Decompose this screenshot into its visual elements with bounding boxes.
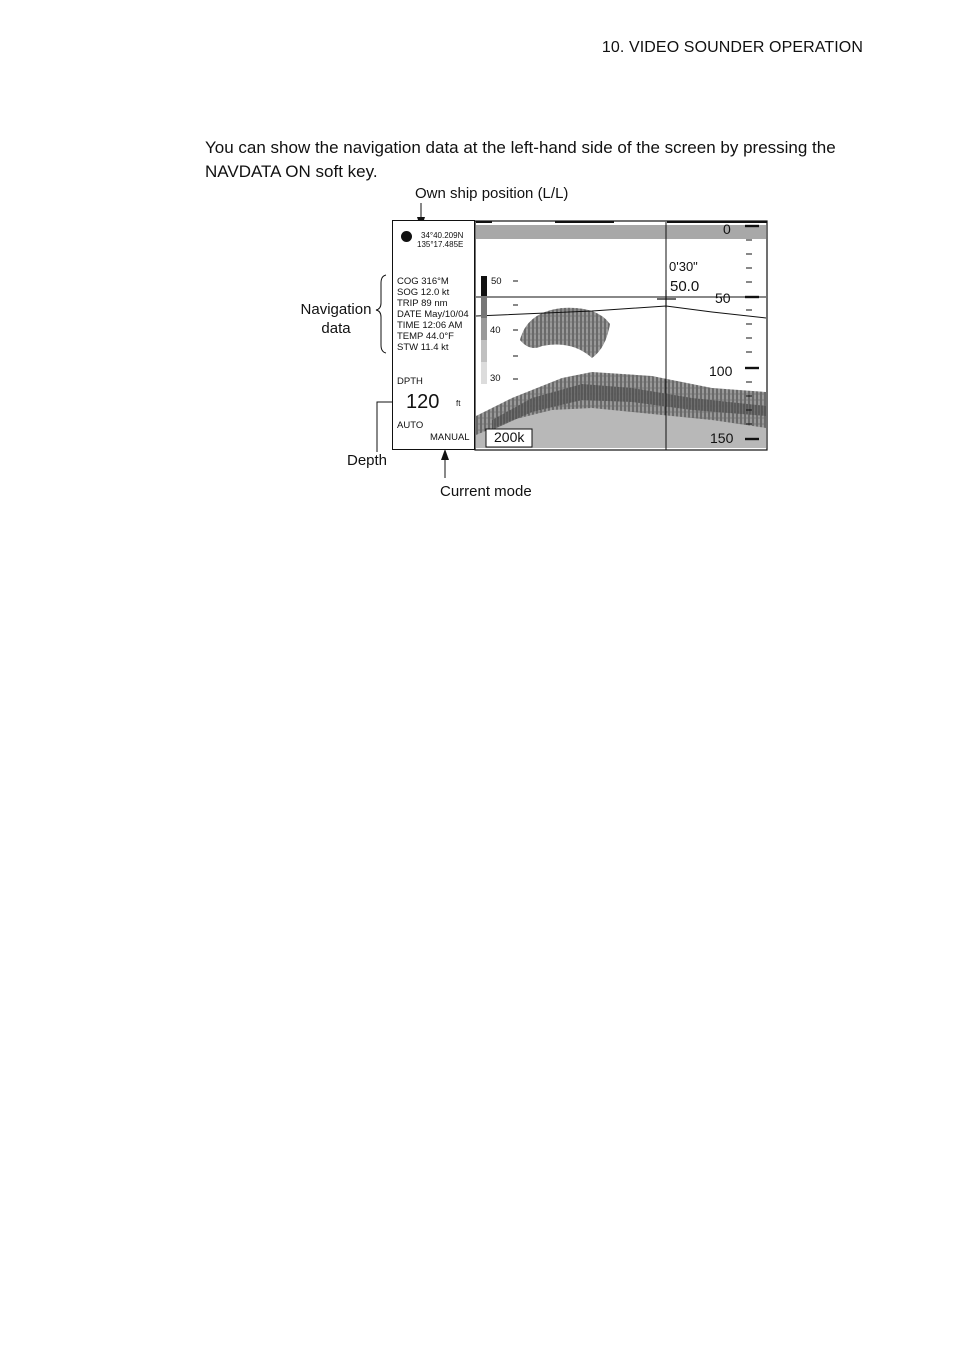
own-ship-icon <box>401 231 412 242</box>
nav-longitude: 135°17.485E <box>417 240 464 249</box>
callout-depth: Depth <box>347 452 388 469</box>
nav-row-stw: STW 11.4 kt <box>397 342 449 353</box>
callout-own-ship-position: Own ship position (L/L) <box>415 185 569 202</box>
callout-current-mode: Current mode <box>440 483 532 500</box>
nav-row-date: DATE May/10/04 <box>397 309 469 320</box>
depth-scale-100: 100 <box>709 363 733 379</box>
depth-unit: ft <box>456 399 461 408</box>
nav-row-temp: TEMP 44.0°F <box>397 331 454 342</box>
nav-data-list <box>397 276 469 353</box>
nav-row-trip: TRIP 89 nm <box>397 298 448 309</box>
nav-row-time: TIME 12:06 AM <box>397 320 463 331</box>
mode-manual: MANUAL <box>430 432 470 443</box>
marker-depth: 50.0 <box>670 278 700 295</box>
intro-paragraph: You can show the navigation data at the left-hand side of the screen by pressing the NAVDATA ON soft key. <box>205 138 836 181</box>
depth-value: 120 <box>406 391 440 413</box>
marker-time: 0'30" <box>669 259 698 274</box>
nav-row-sog: SOG 12.0 kt <box>397 287 450 298</box>
nav-row-cog: COG 316°M <box>397 276 449 287</box>
callout-navigation-line1: Navigation <box>300 301 372 318</box>
temp-scale-40: 40 <box>490 325 501 336</box>
depth-scale-150: 150 <box>710 430 734 446</box>
sounder-screen <box>392 220 768 452</box>
mode-auto: AUTO <box>397 420 424 431</box>
frequency-label: 200k <box>494 429 525 445</box>
depth-label: DPTH <box>397 376 423 387</box>
temp-scale-30: 30 <box>490 373 501 384</box>
depth-scale-50: 50 <box>715 290 731 306</box>
nav-latitude: 34°40.209N <box>421 231 464 240</box>
depth-scale-0: 0 <box>723 221 731 237</box>
callout-navigation-line2: data <box>321 320 351 337</box>
temp-scale-50: 50 <box>491 276 502 287</box>
page-header: 10. VIDEO SOUNDER OPERATION <box>601 39 863 56</box>
nav-data-panel <box>392 220 475 450</box>
